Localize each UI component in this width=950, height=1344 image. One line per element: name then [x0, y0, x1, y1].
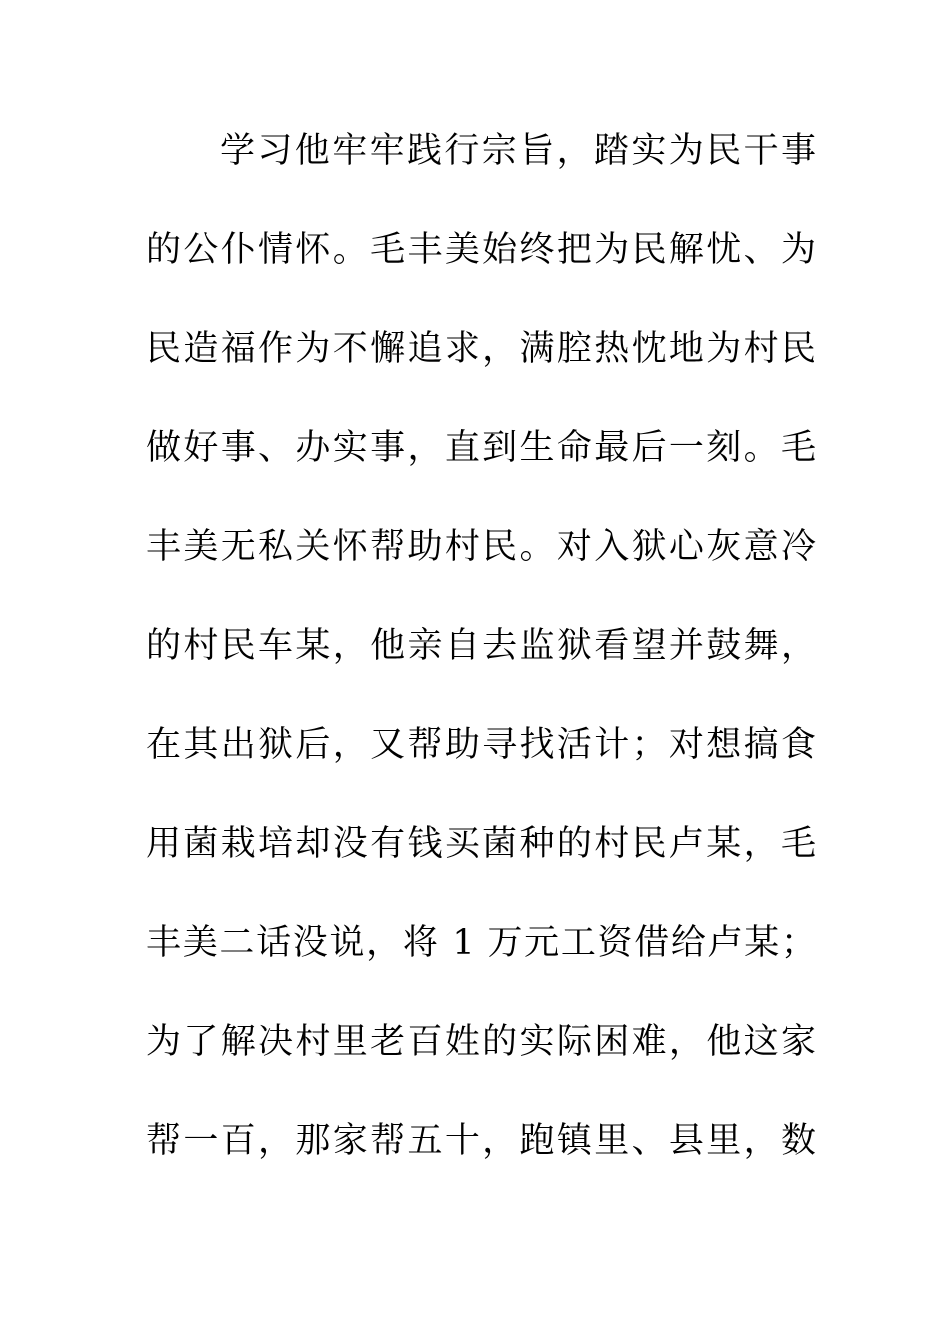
text-line: 用菌栽培却没有钱买菌种的村民卢某，毛 — [146, 824, 816, 864]
text-line: 丰美无私关怀帮助村民。对入狱心灰意冷 — [146, 527, 816, 567]
text-line: 民造福作为不懈追求，满腔热忱地为村民 — [146, 329, 816, 369]
body-paragraph — [146, 125, 816, 1214]
text-line: 为了解决村里老百姓的实际困难，他这家 — [146, 1022, 816, 1062]
text-line: 丰美二话没说，将 1 万元工资借给卢某； — [146, 923, 816, 963]
text-line: 的村民车某，他亲自去监狱看望并鼓舞， — [146, 626, 816, 666]
text-line: 的公仆情怀。毛丰美始终把为民解忧、为 — [146, 230, 816, 270]
text-line: 在其出狱后，又帮助寻找活计；对想搞食 — [146, 725, 816, 765]
text-line: 学习他牢牢践行宗旨，踏实为民干事 — [220, 131, 816, 171]
text-line: 帮一百，那家帮五十，跑镇里、县里，数 — [146, 1121, 816, 1161]
text-line: 做好事、办实事，直到生命最后一刻。毛 — [146, 428, 816, 468]
